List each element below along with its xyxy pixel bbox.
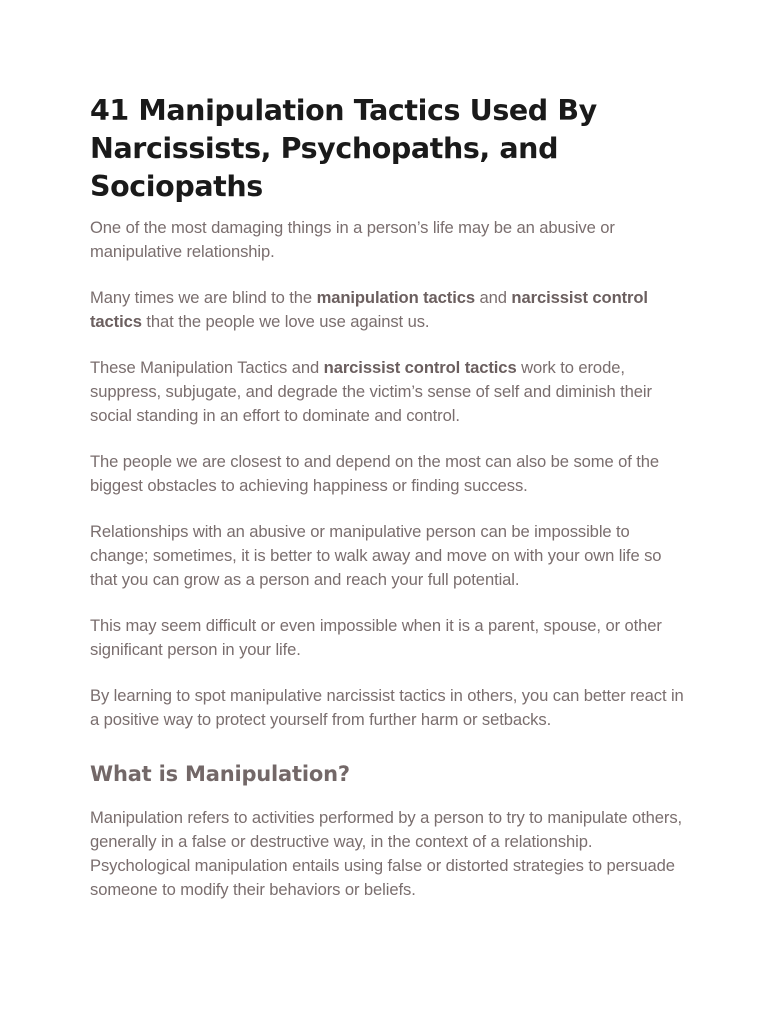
paragraph-intro: One of the most damaging things in a person’s life may be an abusive or manipulative relationship. — [90, 218, 615, 261]
paragraph-tactics-erode — [90, 356, 685, 428]
bold-term-narcissist-control-tactics: narcissist control tactics — [90, 288, 648, 331]
paragraph-relationships: Relationships with an abusive or manipulative person can be impossible to change; sometimes, it is better to walk away and move on with your own life so that you can grow as a person and reach your full potential. — [90, 522, 662, 589]
paragraph-closest-people: The people we are closest to and depend on the most can also be some of the biggest obstacles to achieving happiness or finding success. — [90, 452, 660, 495]
paragraph-manipulation-definition: Manipulation refers to activities performed by a person to try to manipulate others, generally in a false or destructive way, in the context of a relationship. Psychological manipulation entails using false or distorted strategies to persuade someone to modify their behaviors or beliefs. — [90, 808, 683, 899]
paragraph-blind-to-tactics — [90, 286, 685, 334]
paragraph-difficult: This may seem difficult or even impossible when it is a parent, spouse, or other significant person in your life. — [90, 616, 662, 659]
text-segment: Many times we are blind to the — [90, 288, 317, 307]
bold-term-narcissist-control-tactics: narcissist control tactics — [323, 358, 517, 377]
section-heading: What is Manipulation? — [90, 762, 350, 786]
article-title: 41 Manipulation Tactics Used By Narcissists, Psychopaths, and Sociopaths — [90, 94, 597, 203]
text-segment: work to erode, suppress, subjugate, and degrade the victim’s sense of self and diminish their social standing in an effort to dominate and control. — [90, 358, 652, 425]
article — [90, 92, 685, 924]
text-segment: that the people we love use against us. — [141, 312, 430, 331]
text-segment: These Manipulation Tactics and — [90, 358, 324, 377]
paragraph-learning-to-spot: By learning to spot manipulative narcissist tactics in others, you can better react in a positive way to protect yourself from further harm or setbacks. — [90, 686, 684, 729]
text-segment: and — [475, 288, 512, 307]
bold-term-manipulation-tactics: manipulation tactics — [316, 288, 475, 307]
